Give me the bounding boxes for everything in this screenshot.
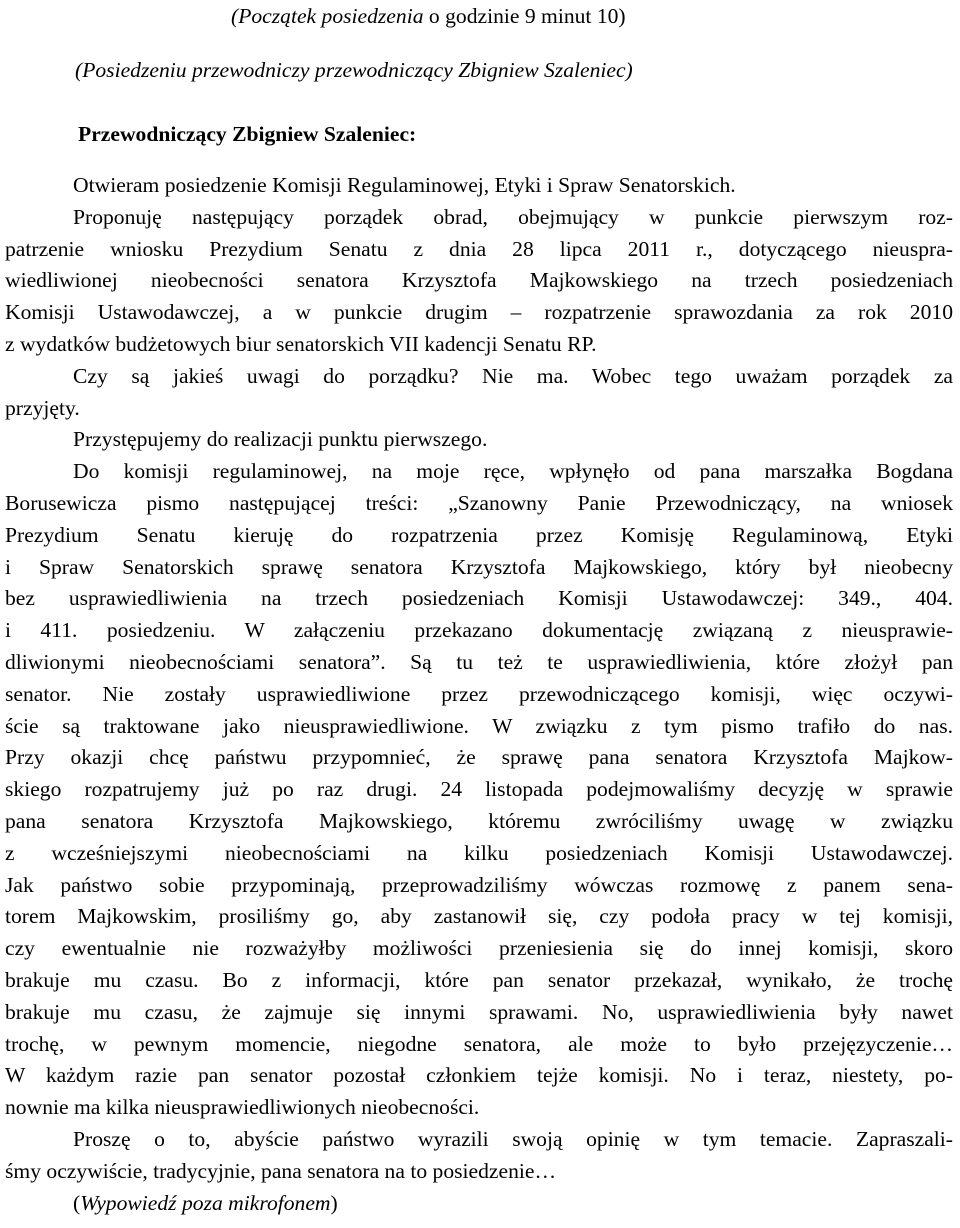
chair-note (75, 55, 633, 85)
line-31: Proszę o to, abyście państwo wyrazili swoją opinię w tym temacie. Zapraszali- (73, 1126, 953, 1151)
line-27: brakuje mu czasu, że zajmuje się innymi sprawami. No, usprawiedliwienia były nawet (5, 999, 953, 1024)
line-3: patrzenie wniosku Prezydium Senatu z dnia 28 lipca 2011 r., dotyczącego nieuspra- (5, 236, 953, 261)
line-18: ście są traktowane jako nieusprawiedliwione. W związku z tym pismo trafiło do nas. (5, 713, 953, 738)
line-8: przyjęty. (5, 395, 80, 420)
line-12: Prezydium Senatu kieruję do rozpatrzenia przez Komisję Regulaminową, Etyki (5, 522, 953, 547)
line-5: Komisji Ustawodawczej, a w punkcie drugim – rozpatrzenie sprawozdania za rok 2010 (5, 300, 953, 325)
line-2: Proponuję następujący porządek obrad, obejmujący w punkcie pierwszym roz- (73, 204, 953, 229)
line-16: dliwionymi nieobecnościami senatora”. Są tu też te usprawiedliwienia, które złożył pan (5, 649, 953, 674)
line-26: brakuje mu czasu. Bo z informacji, które pan senator przekazał, wynikało, że trochę (5, 967, 953, 992)
line-22: z wcześniejszymi nieobecnościami na kilku posiedzeniach Komisji Ustawodawczej. (5, 840, 953, 865)
line-7: Czy są jakieś uwagi do porządku? Nie ma. Wobec tego uważam porządek za (73, 363, 953, 388)
line-24: torem Majkowskim, prosiliśmy go, aby zastanowił się, czy podoła pracy w tej komisji, (5, 904, 953, 929)
session-start-time: o godzinie 9 minut 10) (423, 4, 626, 28)
line-23: Jak państwo sobie przypominają, przeprowadziliśmy wówczas rozmowę z panem sena- (5, 872, 953, 897)
line-14: bez usprawiedliwienia na trzech posiedzeniach Komisji Ustawodawczej: 349., 404. (5, 586, 953, 611)
closing-italic: Wypowiedź poza mikrofonem (80, 1190, 331, 1215)
line-29: W każdym razie pan senator pozostał członkiem tejże komisji. No i teraz, niestety, po- (5, 1063, 953, 1088)
speaker-heading: Przewodniczący Zbigniew Szaleniec: (78, 122, 417, 146)
line-6: z wydatków budżetowych biur senatorskich VII kadencji Senatu RP. (5, 331, 597, 356)
line-4: wiedliwionej nieobecności senatora Krzysztofa Majkowskiego na trzech posiedzeniach (5, 268, 953, 293)
closing-close-paren: ) (330, 1190, 338, 1215)
speech-body (5, 170, 953, 1219)
line-9: Przystępujemy do realizacji punktu pierwszego. (73, 427, 488, 452)
line-10: Do komisji regulaminowej, na moje ręce, wpłynęło od pana marszałka Bogdana (73, 459, 953, 484)
line-17: senator. Nie zostały usprawiedliwione przez przewodniczącego komisji, więc oczywi- (5, 681, 953, 706)
line-25: czy ewentualnie nie rozważyłby możliwości przeniesienia się do innej komisji, skoro (5, 936, 953, 961)
line-30: nownie ma kilka nieusprawiedliwionych nieobecności. (5, 1095, 480, 1120)
line-11: Borusewicza pismo następującej treści: „Szanowny Panie Przewodniczący, na wniosek (5, 490, 953, 515)
line-28: trochę, w pewnym momencie, niegodne senatora, ale może to było przejęzyczenie… (5, 1031, 953, 1056)
line-15: i 411. posiedzeniu. W załączeniu przekazano dokumentację związaną z nieusprawie- (5, 618, 953, 643)
chair-note-text: (Posiedzeniu przewodniczy przewodniczący Zbigniew Szaleniec) (75, 58, 633, 82)
session-start-note (231, 1, 626, 31)
line-20: skiego rozpatrujemy już po raz drugi. 24 listopada podejmowaliśmy decyzję w sprawie (5, 777, 953, 802)
closing-open-paren: ( (73, 1190, 81, 1215)
line-13: i Spraw Senatorskich sprawę senatora Krzysztofa Majkowskiego, który był nieobecny (5, 554, 953, 579)
session-start-italic: (Początek posiedzenia (231, 4, 424, 28)
line-32: śmy oczywiście, tradycyjnie, pana senatora na to posiedzenie… (5, 1158, 557, 1183)
closing-note (5, 1188, 953, 1220)
line-19: Przy okazji chcę państwu przypomnieć, że sprawę pana senatora Krzysztofa Majkow- (5, 745, 953, 770)
line-1: Otwieram posiedzenie Komisji Regulaminowej, Etyki i Spraw Senatorskich. (73, 173, 736, 197)
line-21: pana senatora Krzysztofa Majkowskiego, któremu zwróciliśmy uwagę w związku (5, 808, 953, 833)
